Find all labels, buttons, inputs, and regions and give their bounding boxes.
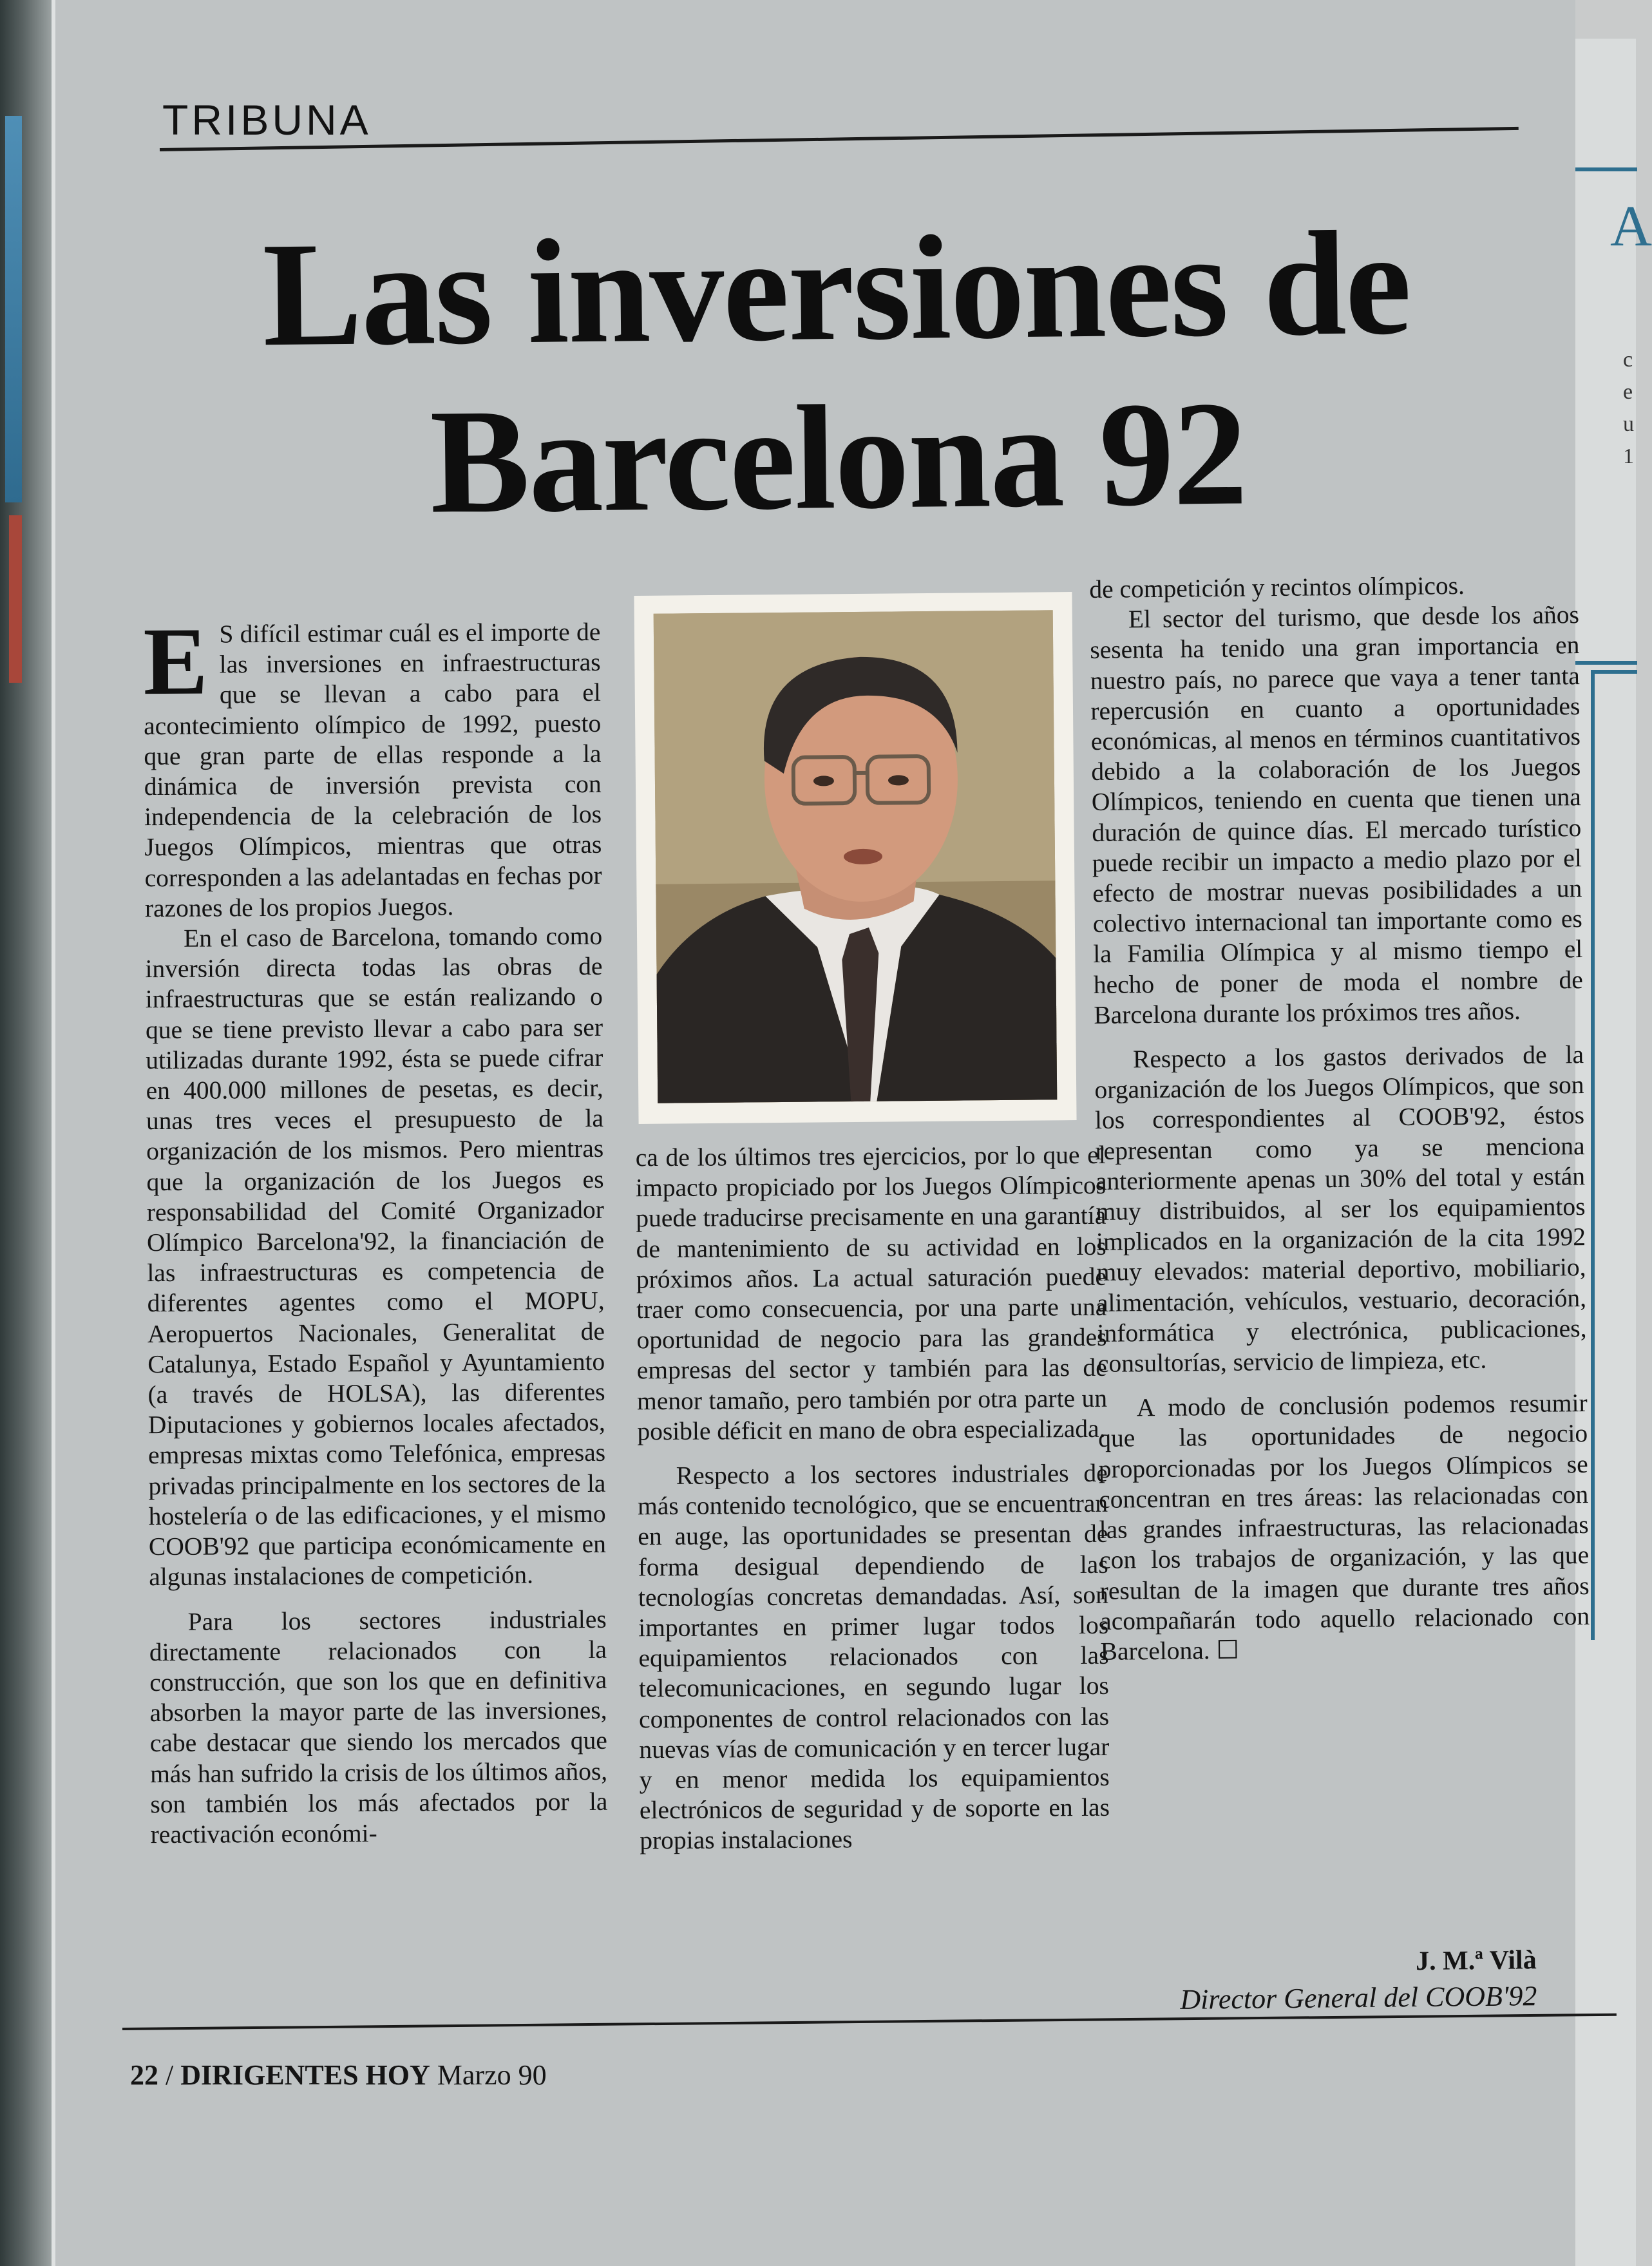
portrait-photo [654, 610, 1058, 1103]
next-page-char: c [1623, 348, 1633, 372]
previous-page-edge [5, 116, 22, 502]
paragraph: ca de los últimos tres ejercicios, por lo que el impacto propiciado por los Juegos Olímpicos puede traducirse precisamente en una garantía de mantenimiento de su actividad en los próximos años. La actual saturación puede traer como consecuencia, por una parte una oportunidad de negocio para las grandes empresas del sector y también para las de menor tamaño, pero también por otra parte un posible déficit en mano de obra especializada. [635, 1140, 1108, 1446]
headline-line-1: Las inversiones de [261, 200, 1411, 378]
section-label: TRIBUNA [162, 96, 372, 144]
paragraph: El sector del turismo, que desde los años sesenta ha tenido una gran importancia en nuestro país, no parece que vaya a tener tanta repercusión en cuanto a oportunidades económicas, al menos en términos cuantitativos debido a la colaboración de los Juegos Olímpicos, teniendo en cuenta que tienen una duración de quince días. El mercado turístico puede recibir un impacto a medio plazo por el efecto de mostrar nuevas posibilidades a un colectivo internacional tan importante como es la Familia Olímpica y al mismo tiempo el hecho de poner de moda el nombre de Barcelona durante los próximos tres años. [1090, 600, 1583, 1029]
article-column-1 [143, 607, 608, 1850]
paragraph: En el caso de Barcelona, tomando como inversión directa todas las obras de infraestructuras que se están realizando o que se tiene previsto llevar a cabo para ser utilizadas durante 1992, ésta se puede cifrar en 400.000 millones de pesetas, es decir, unas tres veces el presupuesto de la organización de los mismos. Pero mientras que la organización de los Juegos es responsabilidad del Comité Organizador Olímpico Barcelona'92, la financiación de las infraestructuras es competencia de diferentes agentes como el MOPU, Aeropuertos Nacionales, Generalitat de Catalunya, Estado Español y Ayuntamiento (a través de HOLSA), las diferentes Diputaciones y gobiernos locales afectados, empresas mixtas como Telefónica, empresas privadas principalmente en los sectores de la hostelería o de las edificaciones, y el mismo COOB'92 que participa económicamente en algunas instalaciones de competición. [145, 921, 607, 1592]
paragraph: Respecto a los sectores industriales de más contenido tecnológico, que se encuentran en auge, las oportunidades se presentan de forma desigual dependiendo de las tecnologías concretas demandadas. Así, son importantes en primer lugar todos los equipamientos relacionados con las telecomunicaciones, en segundo lugar los componentes de control relacionados con las nuevas vías de comunicación y en tercer lugar y en menor medida los equipamientos electrónicos de seguridad y de soporte en las propias instalaciones [637, 1458, 1110, 1855]
paragraph: de competición y recintos olímpicos. [1089, 571, 1465, 604]
headline [191, 198, 1483, 549]
author-signature [1179, 1942, 1537, 2018]
paragraph: Para los sectores industriales directamente relacionados con la construcción, que son los que en definitiva absorben la mayor parte de las inversiones, cabe destacar que siendo los mercados que más han sufrido la crisis de los últimos años, son también los más afectados por la reactivación económi- [149, 1604, 608, 1849]
page-number: 22 [130, 2059, 158, 2091]
paragraph: A modo de conclusión podemos resumir que las oportunidades de negocio proporcionadas por los Juegos Olímpicos se concentran en tres áreas: las relacionadas con las grandes infraestructuras, las relacionadas con los trabajos de organización, y las que resultan de la imagen que durante tres años acompañarán todo aquello relacionado con Barcelona. ☐ [1097, 1389, 1590, 1666]
paragraph-text: S difícil estimar cuál es el importe de las inversiones en infraestructuras que se llevan a cabo para el acontecimiento olímpico de 1992, puesto que gran parte de ellas responde a la dinámica de inversión prevista con independencia de la celebración de los Juegos Olímpicos, mientras que otras corresponden a las adelantadas en fechas por razones de los propios Juegos. [144, 617, 602, 923]
article-column-2 [636, 1140, 1110, 1856]
paragraph: Respecto a los gastos derivados de la organización de los Juegos Olímpicos, que son los correspondientes al COOB'92, éstos representan como ya se menciona anteriormente apenas un 30% del total y están muy distribuidos, al ser los equipamientos implicados en la organización de la cita 1992 muy elevados: material deportivo, mobiliario, alimentación, vehículos, vestuario, decoración, informática y electrónica, publicaciones, consultorías, servicio de limpieza, etc. [1094, 1040, 1587, 1378]
headline-line-2: Barcelona 92 [429, 370, 1248, 545]
next-page-char: 1 [1623, 444, 1634, 468]
author-name: J. M.ª Vilà [1415, 1945, 1537, 1977]
previous-page-edge-red [9, 515, 22, 683]
footer-separator: / [166, 2059, 174, 2091]
portrait-photo-frame [634, 592, 1076, 1124]
magazine-name: DIRIGENTES HOY [180, 2059, 430, 2091]
next-page-letter: A [1610, 195, 1652, 258]
author-role: Director General del COOB'92 [1180, 1980, 1537, 2015]
next-page-frame-lower [1591, 670, 1637, 1640]
paragraph [143, 607, 602, 924]
page-footer [130, 2059, 547, 2091]
next-page-char: u [1623, 412, 1634, 436]
next-page-char: e [1623, 380, 1633, 404]
article-column-3 [1089, 569, 1590, 1667]
drop-cap: E [143, 607, 209, 716]
issue-date: Marzo 90 [437, 2059, 547, 2091]
